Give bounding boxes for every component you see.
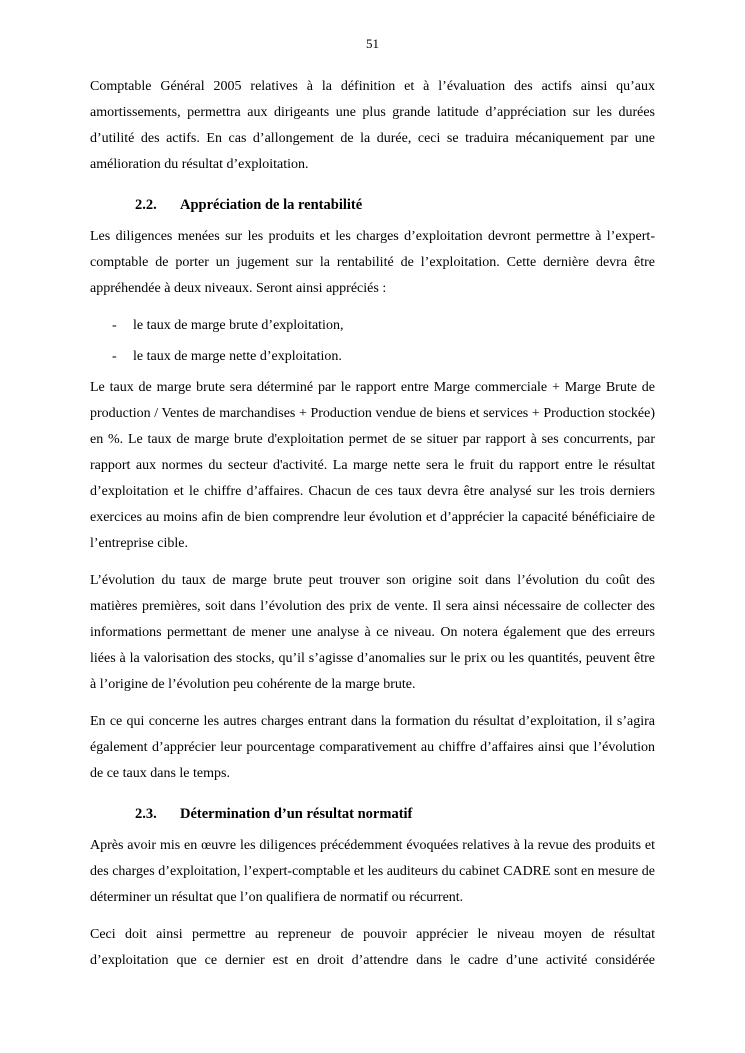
section-2-3-heading [90, 801, 655, 827]
bullet-text: le taux de marge brute d’exploitation, [133, 318, 344, 333]
paragraph: Les diligences menées sur les produits et les charges d’exploitation devront permettre à l’expert-comptable de porter un jugement sur la rentabilité de l’exploitation. Cette dernière devra être appréhendée à deux niveaux. Seront ainsi appréciés : [90, 229, 655, 296]
intro-paragraph: Comptable Général 2005 relatives à la définition et à l’évaluation des actifs ainsi qu’aux amortissements, permettra aux dirigeants une plus grande latitude d’appréciation sur les durées d’utilité des actifs. En cas d’allongement de la durée, ceci se traduira mécaniquement par une amélioration du résultat d’exploitation. [90, 79, 655, 172]
bullet-dash: - [112, 349, 117, 364]
section-2-2-title: Appréciation de la rentabilité [180, 197, 363, 213]
list-item [90, 344, 655, 370]
section-2-2-number: 2.2. [135, 197, 157, 213]
bullet-dash: - [112, 318, 117, 333]
section-2-3-title: Détermination d’un résultat normatif [180, 806, 413, 822]
paragraph: Ceci doit ainsi permettre au repreneur de pouvoir apprécier le niveau moyen de résultat d’exploitation que ce dernier est en droit d’attendre dans le cadre d’une activité considérée [90, 927, 655, 968]
section-2-3-number: 2.3. [135, 806, 157, 822]
page-number: 51 [366, 36, 379, 51]
bullet-text: le taux de marge nette d’exploitation. [133, 349, 342, 364]
paragraph: Après avoir mis en œuvre les diligences précédemment évoquées relatives à la revue des produits et des charges d’exploitation, l’expert-comptable et les auditeurs du cabinet CADRE sont en mesure de déterminer un résultat que l’on qualifiera de normatif ou récurrent. [90, 838, 655, 905]
paragraph: Le taux de marge brute sera déterminé par le rapport entre Marge commerciale + Marge Brute de production / Ventes de marchandises + Production vendue de biens et services + Production stockée) en %. Le taux de marge brute d'exploitation permet de se situer par rapport à ses concurrents, par rapport aux normes du secteur d'activité. La marge nette sera le fruit du rapport entre le résultat d’exploitation et le chiffre d’affaires. Chacun de ces taux devra être analysé sur les trois derniers exercices au moins afin de bien comprendre leur évolution et d’apprécier la capacité bénéficiaire de l’entreprise cible. [90, 380, 655, 551]
bullet-list [90, 313, 655, 370]
section-2-2-heading [90, 192, 655, 218]
list-item [90, 313, 655, 339]
paragraph: En ce qui concerne les autres charges entrant dans la formation du résultat d’exploitation, il s’agira également d’apprécier leur pourcentage comparativement au chiffre d’affaires ainsi que l’évolution de ce taux dans le temps. [90, 714, 655, 781]
paragraph: L’évolution du taux de marge brute peut trouver son origine soit dans l’évolution du coût des matières premières, soit dans l’évolution des prix de vente. Il sera ainsi nécessaire de collecter des informations permettant de mener une analyse à ce niveau. On notera également que des erreurs liées à la valorisation des stocks, qu’il s’agisse d’anomalies sur le prix ou les quantités, peuvent être à l’origine de l’évolution peu cohérente de la marge brute. [90, 573, 655, 692]
